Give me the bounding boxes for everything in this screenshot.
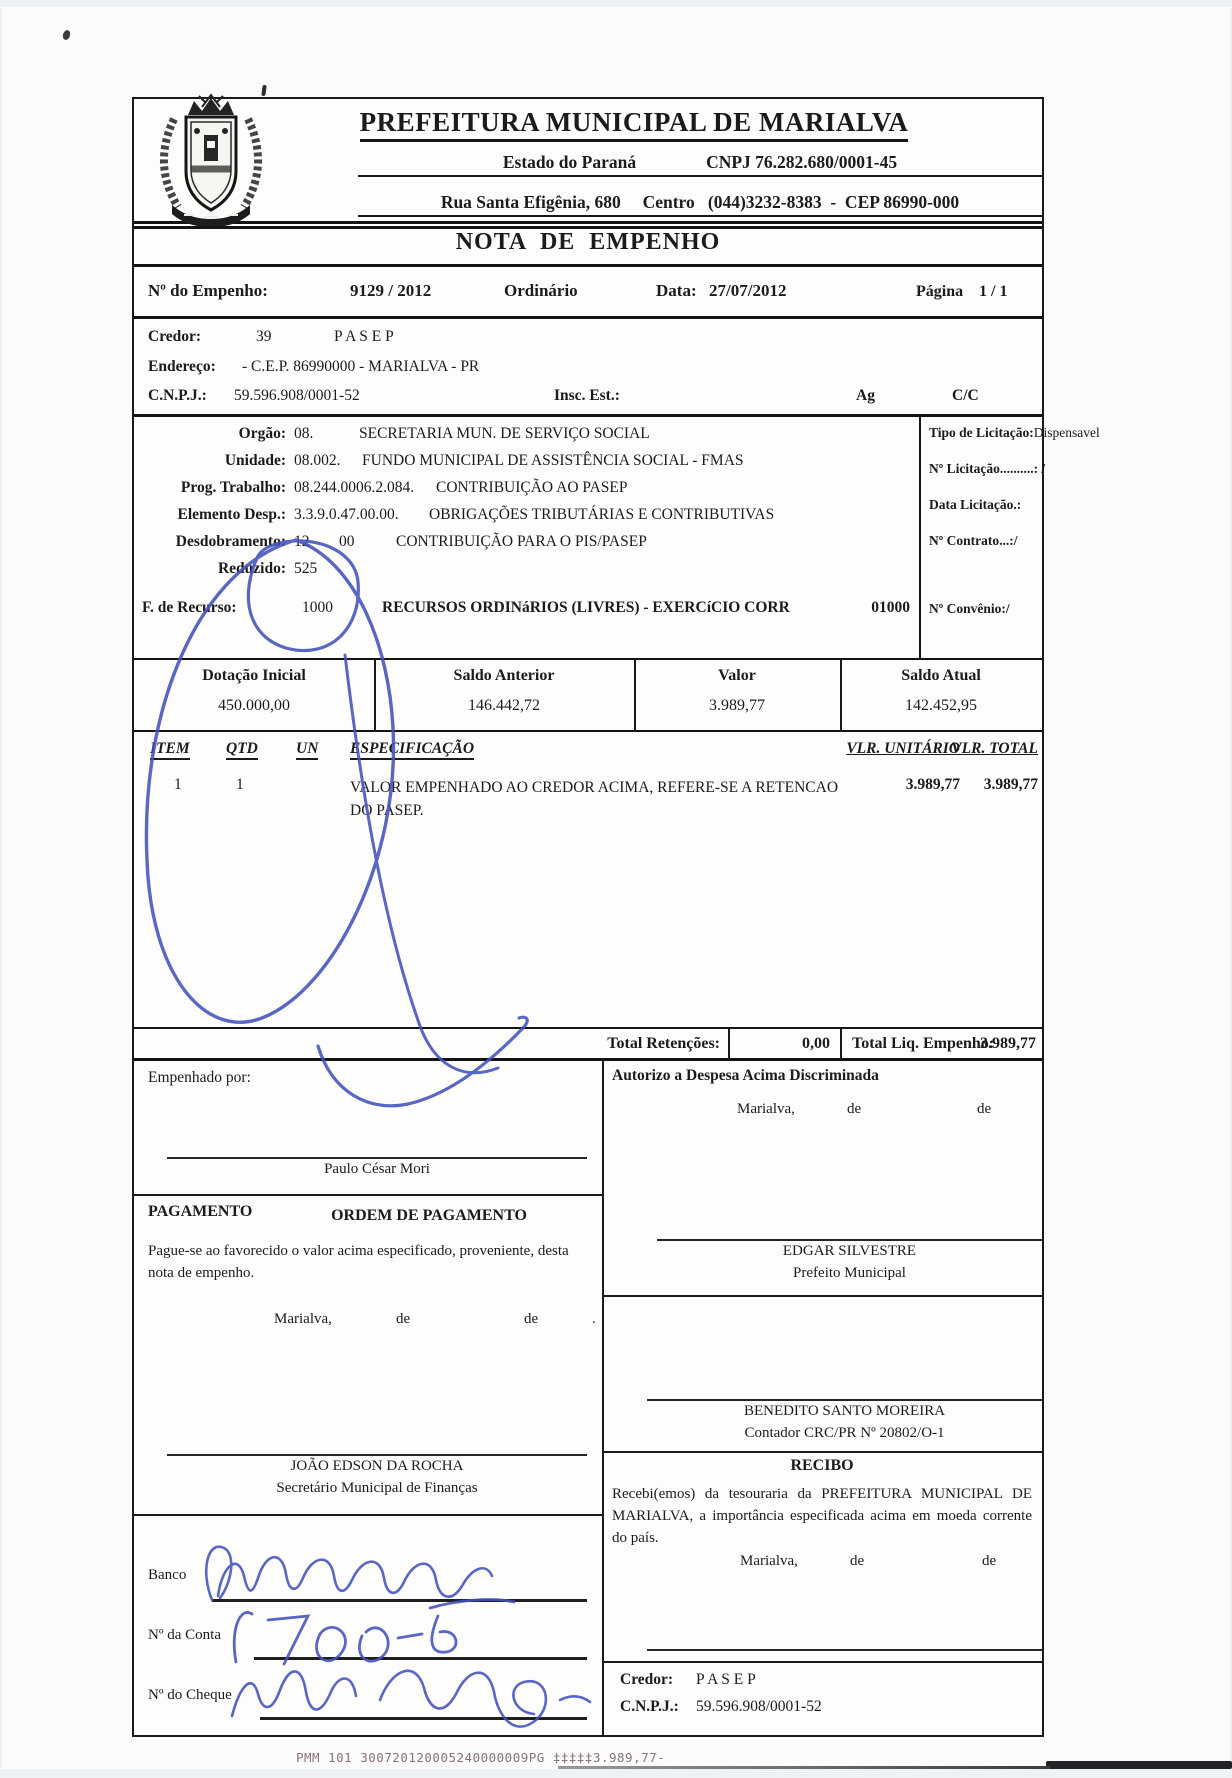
- valor-value: 3.989,77: [709, 697, 765, 714]
- total-liq-empenho-label: Total Liq. Empenho:: [852, 1035, 995, 1052]
- scan-edge-shadow: [558, 1766, 1050, 1769]
- desdobramento-desc: CONTRIBUIÇÃO PARA O PIS/PASEP: [396, 533, 647, 550]
- empenho-date-label: Data:: [656, 281, 697, 300]
- contador-name: BENEDITO SANTO MOREIRA: [743, 1403, 946, 1419]
- autorizo-de2: de: [977, 1101, 992, 1117]
- insc-est-label: Insc. Est.:: [554, 387, 620, 404]
- empenhado-por-label: Empenhado por:: [148, 1069, 251, 1086]
- saldo-anterior-header: Saldo Anterior: [453, 667, 555, 684]
- nota-de-empenho-form: [132, 97, 1100, 1737]
- recibo-cnpj-label: C.N.P.J.:: [620, 1698, 679, 1715]
- ordem-pagamento-title: ORDEM DE PAGAMENTO: [331, 1207, 527, 1224]
- autorizo-de1: de: [847, 1101, 862, 1117]
- empenho-row: [134, 267, 1042, 319]
- desdobramento-code: 12: [294, 533, 310, 550]
- pagamento-city: Marialva,: [274, 1311, 332, 1327]
- machine-print-line: PMM 101 300720120005240000009PG ‡‡‡‡‡3.989,77-: [296, 1750, 666, 1765]
- scan-edge-shadow: [1046, 1761, 1232, 1769]
- prefeito-name: EDGAR SILVESTRE: [782, 1243, 917, 1259]
- qtd-col-header: QTD: [226, 740, 258, 760]
- total-retencoes-label: Total Retenções:: [607, 1035, 720, 1052]
- empenho-type: Ordinário: [504, 281, 578, 300]
- empenho-number-label: Nº do Empenho:: [148, 281, 268, 300]
- orgao-label: Orgão:: [238, 425, 286, 442]
- credor-cnpj-label: C.N.P.J.:: [148, 387, 207, 404]
- form-header: [134, 99, 1042, 224]
- recibo-city: Marialva,: [740, 1553, 798, 1569]
- vlr-total-col-header: VLR. TOTAL: [951, 740, 1038, 757]
- unidade-code: 08.002.: [294, 452, 341, 469]
- dotacao-inicial-header: Dotação Inicial: [202, 667, 306, 684]
- pagamento-de2: de: [524, 1311, 539, 1327]
- unidade-desc: FUNDO MUNICIPAL DE ASSISTÊNCIA SOCIAL - FMAS: [362, 452, 744, 469]
- empenhado-signer-name: Paulo César Mori: [324, 1161, 430, 1177]
- prefeito-signature-line: [657, 1239, 1042, 1241]
- item-row-vlr-unitario: 3.989,77: [905, 776, 960, 793]
- prog-trabalho-label: Prog. Trabalho:: [180, 479, 286, 496]
- num-licitacao-label: Nº Licitação..........: /: [929, 461, 1046, 476]
- elemento-desp-code: 3.3.9.0.47.00.00.: [294, 506, 399, 523]
- item-row-espec: VALOR EMPENHADO AO CREDOR ACIMA, REFERE-SE A RETENCAO DO PASEP.: [350, 779, 839, 820]
- items-table: [134, 732, 1042, 1027]
- empenho-date: 27/07/2012: [709, 281, 787, 300]
- elemento-desp-label: Elemento Desp.:: [177, 506, 286, 523]
- finance-secretary-name: JOÃO EDSON DA ROCHA: [290, 1458, 464, 1474]
- num-contrato-label: Nº Contrato...:/: [929, 533, 1018, 548]
- credor-code: 39: [256, 328, 272, 345]
- banco-write-line: [212, 1599, 587, 1602]
- recibo-body-text: Recebi(emos) da tesouraria da PREFEITURA MUNICIPAL DE MARIALVA, a importância especificada acima em moeda corrente do país.: [612, 1486, 1032, 1546]
- fonte-recurso-label: F. de Recurso:: [142, 599, 237, 616]
- bottom-column-divider: [602, 1061, 604, 1737]
- cnpj-label: CNPJ 76.282.680/0001-45: [706, 152, 898, 172]
- credor-address: - C.E.P. 86990000 - MARIALVA - PR: [242, 358, 480, 375]
- page-title: PREFEITURA MUNICIPAL DE MARIALVA: [360, 107, 909, 142]
- ag-label: Ag: [856, 387, 875, 404]
- pagamento-dot: .: [592, 1311, 596, 1327]
- conta-label: Nº da Conta: [148, 1627, 221, 1643]
- elemento-desp-desc: OBRIGAÇÕES TRIBUTÁRIAS E CONTRIBUTIVAS: [429, 506, 775, 523]
- recibo-cnpj-value: 59.596.908/0001-52: [696, 1698, 822, 1715]
- summary-table: [134, 660, 1042, 732]
- valor-header: Valor: [718, 667, 756, 684]
- unidade-label: Unidade:: [224, 452, 286, 469]
- orgao-code: 08.: [294, 425, 314, 442]
- prog-trabalho-code: 08.244.0006.2.084.: [294, 479, 415, 496]
- dotacao-inicial-value: 450.000,00: [218, 697, 290, 714]
- autorizo-title: Autorizo a Despesa Acima Discriminada: [612, 1067, 879, 1084]
- prefeito-role: Prefeito Municipal: [793, 1265, 906, 1281]
- desdobramento-code2: 00: [339, 533, 355, 550]
- page-number: 1 / 1: [979, 283, 1008, 300]
- page-number-label: Página: [916, 283, 964, 300]
- fonte-recurso-extra: 01000: [871, 599, 910, 616]
- saldo-anterior-value: 146.442,72: [468, 697, 540, 714]
- address-label: Rua Santa Efigênia, 680 Centro (044)3232-8383 - CEP 86990-000: [440, 192, 960, 212]
- total-liq-empenho-value: 3.989,77: [980, 1035, 1036, 1052]
- espec-col-header: ESPECIFICAÇÃO: [350, 740, 474, 760]
- credor-block: [134, 319, 1042, 417]
- budget-block: [134, 417, 1100, 660]
- header-subline: [358, 152, 1042, 177]
- recibo-de1: de: [850, 1553, 865, 1569]
- item-row-qtd: 1: [236, 776, 244, 793]
- banco-label: Banco: [148, 1567, 187, 1583]
- tipo-licitacao-label: Tipo de Licitação:: [929, 425, 1034, 440]
- saldo-atual-header: Saldo Atual: [901, 667, 981, 684]
- tipo-licitacao-value: Dispensavel: [1033, 425, 1100, 440]
- state-label: Estado do Paraná: [502, 152, 637, 172]
- fonte-recurso-desc: RECURSOS ORDINáRIOS (LIVRES) - EXERCíCIO CORR: [382, 599, 790, 616]
- contador-signature-line: [647, 1399, 1042, 1401]
- recibo-credor-value: P A S E P: [696, 1671, 756, 1688]
- item-row-number: 1: [174, 776, 182, 793]
- cheque-label: Nº do Cheque: [148, 1687, 232, 1703]
- reduzido-label: Reduzido:: [217, 560, 286, 577]
- saldo-atual-value: 142.452,95: [905, 697, 977, 714]
- conta-write-line: [254, 1657, 587, 1660]
- total-retencoes-value: 0,00: [802, 1035, 830, 1052]
- credor-label: Credor:: [148, 328, 202, 345]
- recibo-signature-line: [647, 1649, 1042, 1651]
- cc-label: C/C: [952, 387, 979, 404]
- recibo-credor-label: Credor:: [620, 1671, 674, 1688]
- item-row-vlr-total: 3.989,77: [983, 776, 1038, 793]
- empenhado-signature-line: [167, 1157, 587, 1159]
- orgao-desc: SECRETARIA MUN. DE SERVIÇO SOCIAL: [359, 425, 650, 442]
- autorizo-city: Marialva,: [737, 1101, 795, 1117]
- licitacao-box: [919, 417, 1100, 660]
- desdobramento-label: Desdobramento:: [175, 533, 286, 550]
- empenho-number: 9129 / 2012: [350, 281, 432, 300]
- header-address-line: [358, 192, 1042, 217]
- reduzido-code: 525: [294, 560, 318, 577]
- pagamento-de1: de: [396, 1311, 411, 1327]
- credor-address-label: Endereço:: [148, 358, 216, 375]
- num-convenio-label: Nº Convênio:/: [929, 601, 1010, 616]
- contador-role: Contador CRC/PR Nº 20802/O-1: [744, 1425, 945, 1441]
- fonte-recurso-code: 1000: [302, 599, 333, 616]
- recibo-title: RECIBO: [790, 1457, 854, 1474]
- form-title: NOTA DE EMPENHO: [455, 229, 721, 255]
- un-col-header: UN: [296, 740, 318, 760]
- recibo-de2: de: [982, 1553, 997, 1569]
- data-licitacao-label: Data Licitação.:: [929, 497, 1022, 512]
- totals-row: [134, 1027, 1042, 1061]
- finance-secretary-signature-line: [167, 1454, 587, 1456]
- credor-cnpj: 59.596.908/0001-52: [234, 387, 360, 404]
- finance-secretary-role: Secretário Municipal de Finanças: [276, 1480, 478, 1496]
- form-title-bar: [134, 226, 1042, 267]
- cheque-write-line: [260, 1717, 587, 1720]
- item-col-header: ITEM: [150, 740, 190, 760]
- pagamento-body-text: Pague-se ao favorecido o valor acima especificado, proveniente, desta nota de empenho.: [148, 1243, 569, 1281]
- credor-name: P A S E P: [334, 328, 394, 345]
- prog-trabalho-desc: CONTRIBUIÇÃO AO PASEP: [436, 479, 628, 496]
- pagamento-title: PAGAMENTO: [148, 1203, 253, 1220]
- vlr-unitario-col-header: VLR. UNITÁRIO: [846, 740, 960, 757]
